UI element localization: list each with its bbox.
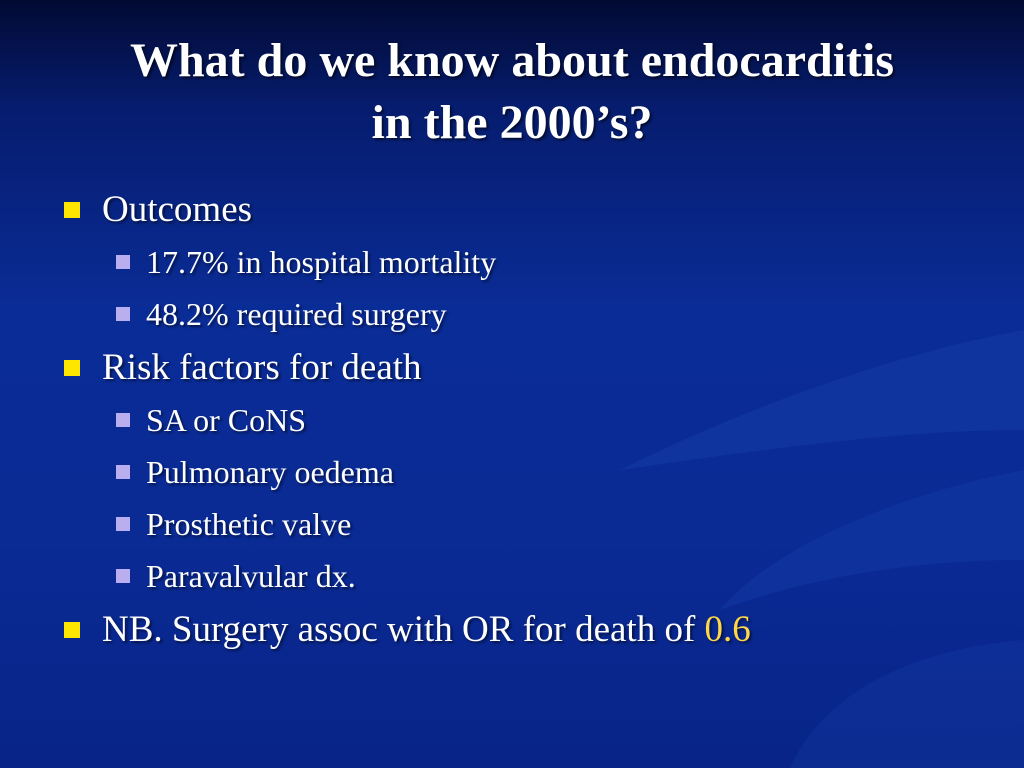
square-bullet-icon bbox=[64, 202, 80, 218]
bullet-outcomes bbox=[62, 184, 1002, 236]
sub-bullet-text: Pulmonary oedema bbox=[146, 454, 394, 490]
bullet-nb-surgery bbox=[62, 604, 1002, 656]
square-bullet-icon bbox=[116, 255, 130, 269]
square-bullet-icon bbox=[64, 360, 80, 376]
title-line-1: What do we know about endocarditis bbox=[129, 34, 895, 87]
sub-bullet-pulmonary-oedema bbox=[62, 446, 1002, 498]
sub-bullet-text: Prosthetic valve bbox=[146, 506, 352, 542]
sub-bullet-text: 17.7% in hospital mortality bbox=[146, 244, 497, 280]
square-bullet-icon bbox=[116, 517, 130, 531]
sub-bullet-paravalvular bbox=[62, 550, 1002, 602]
sub-bullet-surgery bbox=[62, 288, 1002, 340]
square-bullet-icon bbox=[116, 465, 130, 479]
sub-bullet-text: Paravalvular dx. bbox=[146, 558, 356, 594]
bullet-list bbox=[62, 184, 1002, 656]
square-bullet-icon bbox=[116, 307, 130, 321]
square-bullet-icon bbox=[116, 413, 130, 427]
sub-bullet-sa-cons bbox=[62, 394, 1002, 446]
sub-bullet-prosthetic-valve bbox=[62, 498, 1002, 550]
slide-title bbox=[0, 30, 1024, 154]
bullet-text: Risk factors for death bbox=[102, 347, 422, 388]
sub-bullet-text: SA or CoNS bbox=[146, 402, 307, 438]
title-line-2: in the 2000’s? bbox=[371, 96, 653, 149]
square-bullet-icon bbox=[116, 569, 130, 583]
highlighted-value: 0.6 bbox=[704, 609, 751, 650]
sub-bullet-mortality bbox=[62, 236, 1002, 288]
bullet-risk-factors bbox=[62, 342, 1002, 394]
sub-bullet-text: 48.2% required surgery bbox=[146, 296, 447, 332]
bullet-text: Outcomes bbox=[102, 189, 253, 230]
square-bullet-icon bbox=[64, 622, 80, 638]
bullet-text: NB. Surgery assoc with OR for death of bbox=[102, 609, 705, 650]
